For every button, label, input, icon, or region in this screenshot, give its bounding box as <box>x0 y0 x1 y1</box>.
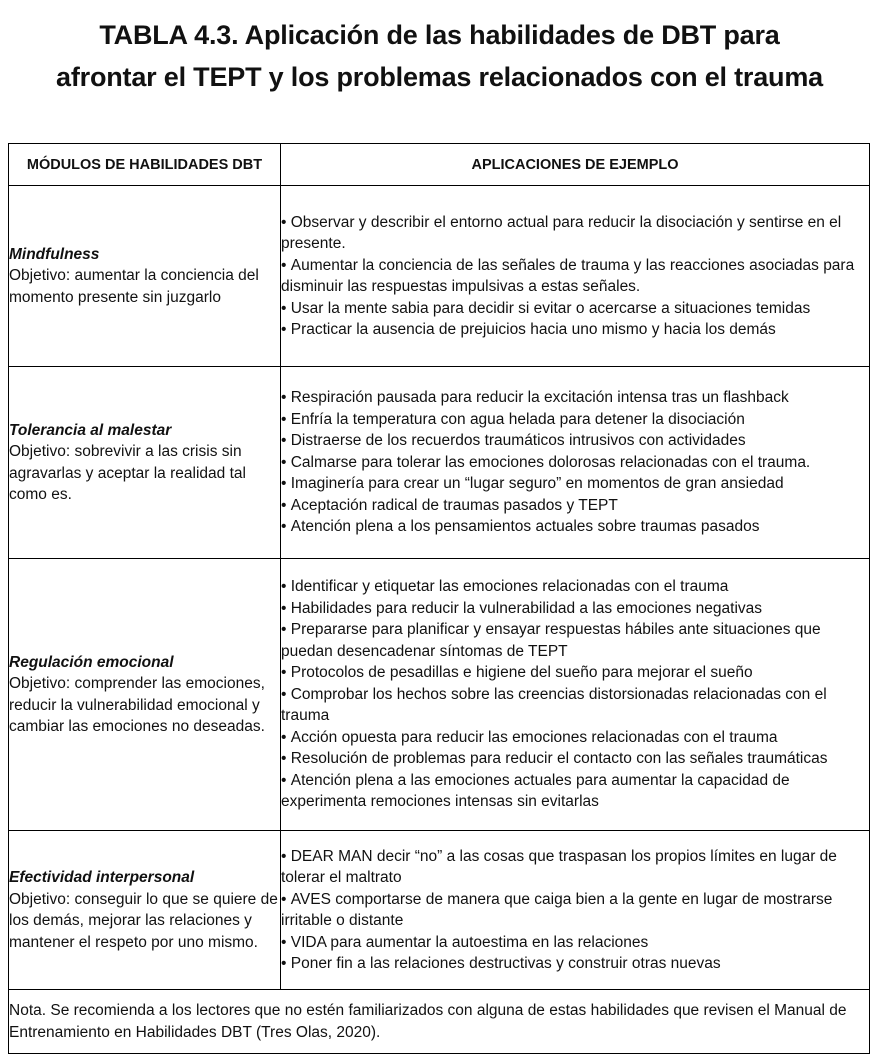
table-title-line-1: TABLA 4.3. Aplicación de las habilidades de DBT para <box>99 20 780 50</box>
list-item: • Atención plena a los pensamientos actuales sobre traumas pasados <box>281 516 869 538</box>
table-row-regulacion <box>9 559 870 831</box>
list-item: • Comprobar los hechos sobre las creencias distorsionadas relacionadas con el trauma <box>281 684 869 727</box>
applications-cell <box>281 559 870 831</box>
module-name: Mindfulness <box>9 245 100 263</box>
module-name: Efectividad interpersonal <box>9 869 195 886</box>
list-item: • Calmarse para tolerar las emociones dolorosas relacionadas con el trauma. <box>281 452 869 474</box>
table-note: Nota. Se recomienda a los lectores que no estén familiarizados con alguna de estas habilidades que revisen el Manual de Entrenamiento en Habilidades DBT (Tres Olas, 2020). <box>9 990 870 1054</box>
list-item: • Respiración pausada para reducir la excitación intensa tras un flashback <box>281 387 869 409</box>
module-name: Tolerancia al malestar <box>9 421 172 439</box>
module-objective: Objetivo: aumentar la conciencia del momento presente sin juzgarlo <box>9 267 259 306</box>
dbt-skills-table <box>8 143 870 1054</box>
table-row-efectividad <box>9 831 870 990</box>
applications-list <box>281 387 869 538</box>
module-cell <box>9 367 281 559</box>
list-item: • Resolución de problemas para reducir el contacto con las señales traumáticas <box>281 748 869 770</box>
list-item: • Aumentar la conciencia de las señales de trauma y las reacciones asociadas para disminuir las respuestas impulsivas a estas señales. <box>281 255 869 298</box>
header-row <box>9 144 870 186</box>
list-item: • Practicar la ausencia de prejuicios hacia uno mismo y hacia los demás <box>281 319 869 341</box>
module-cell <box>9 831 281 990</box>
list-item: • VIDA para aumentar la autoestima en las relaciones <box>281 932 869 954</box>
applications-cell <box>281 831 870 990</box>
applications-list <box>281 212 869 341</box>
module-objective: Objetivo: conseguir lo que se quiere de los demás, mejorar las relaciones y mantener el respeto por uno mismo. <box>9 890 278 951</box>
list-item: • Identificar y etiquetar las emociones relacionadas con el trauma <box>281 576 869 598</box>
module-objective: Objetivo: comprender las emociones, reducir la vulnerabilidad emocional y cambiar las emociones no deseadas. <box>9 675 265 735</box>
list-item: • AVES comportarse de manera que caiga bien a la gente en lugar de mostrarse irritable o distante <box>281 889 869 932</box>
list-item: • Atención plena a las emociones actuales para aumentar la capacidad de experimenta remociones intensas sin evitarlas <box>281 770 869 813</box>
module-cell <box>9 186 281 367</box>
list-item: • Enfría la temperatura con agua helada para detener la disociación <box>281 409 869 431</box>
list-item: • Imaginería para crear un “lugar seguro” en momentos de gran ansiedad <box>281 473 869 495</box>
list-item: • Acción opuesta para reducir las emociones relacionadas con el trauma <box>281 727 869 749</box>
module-cell <box>9 559 281 831</box>
table-row-mindfulness <box>9 186 870 367</box>
list-item: • Aceptación radical de traumas pasados y TEPT <box>281 495 869 517</box>
applications-cell <box>281 186 870 367</box>
header-applications: APLICACIONES DE EJEMPLO <box>281 144 870 186</box>
list-item: • Observar y describir el entorno actual para reducir la disociación y sentirse en el presente. <box>281 212 869 255</box>
table-title-line-2: afrontar el TEPT y los problemas relacionados con el trauma <box>56 62 823 92</box>
list-item: • Usar la mente sabia para decidir si evitar o acercarse a situaciones temidas <box>281 298 869 320</box>
list-item: • Distraerse de los recuerdos traumáticos intrusivos con actividades <box>281 430 869 452</box>
applications-cell <box>281 367 870 559</box>
table-row-tolerancia <box>9 367 870 559</box>
list-item: • Prepararse para planificar y ensayar respuestas hábiles ante situaciones que puedan desencadenar síntomas de TEPT <box>281 619 869 662</box>
list-item: • DEAR MAN decir “no” a las cosas que traspasan los propios límites en lugar de tolerar el maltrato <box>281 846 869 889</box>
applications-list <box>281 846 869 975</box>
table-row-note <box>9 990 870 1054</box>
list-item: • Poner fin a las relaciones destructivas y construir otras nuevas <box>281 953 869 975</box>
module-name: Regulación emocional <box>9 653 174 671</box>
list-item: • Habilidades para reducir la vulnerabilidad a las emociones negativas <box>281 598 869 620</box>
header-modules: MÓDULOS DE HABILIDADES DBT <box>9 144 281 186</box>
module-objective: Objetivo: sobrevivir a las crisis sin agravarlas y aceptar la realidad tal como es. <box>9 443 246 503</box>
table-title <box>0 14 879 98</box>
applications-list <box>281 576 869 813</box>
list-item: • Protocolos de pesadillas e higiene del sueño para mejorar el sueño <box>281 662 869 684</box>
